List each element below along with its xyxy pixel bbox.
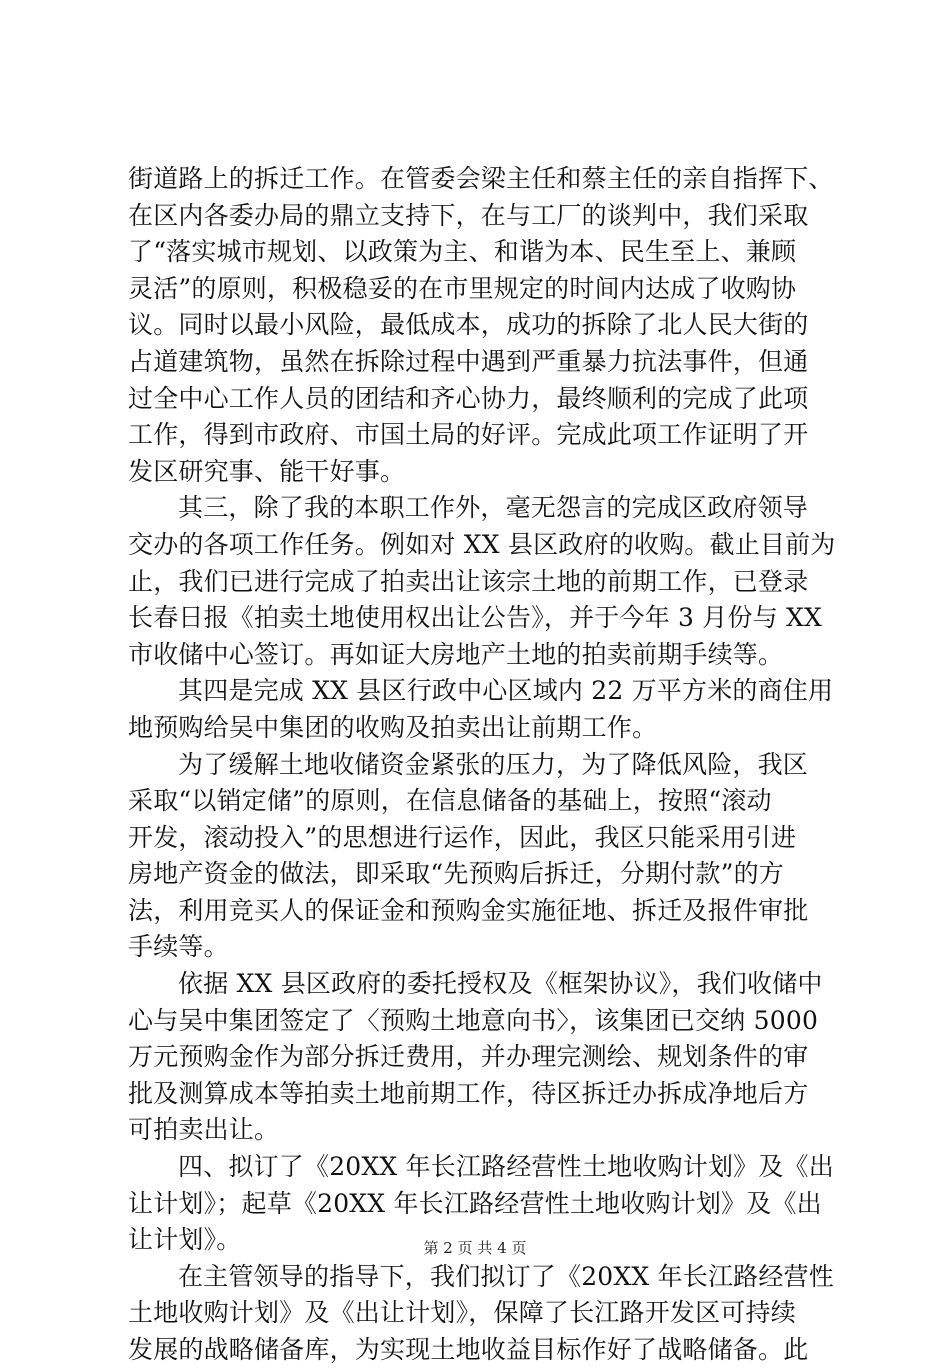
text-line: 发展的战略储备库，为实现土地收益目标作好了战略储备。此 (128, 1335, 809, 1364)
text-line: 在区内各委办局的鼎立支持下，在与工厂的谈判中，我们采取 (128, 200, 809, 230)
text-line: 批及测算成本等拍卖土地前期工作，待区拆迁办拆成净地后方 (128, 1078, 809, 1108)
text-line: 街道路上的拆迁工作。在管委会梁主任和蔡主任的亲自指挥下、 (128, 164, 834, 193)
text-line: 心与吴中集团签定了〈预购土地意向书〉，该集团已交纳 5000 (128, 1005, 819, 1035)
text-line: 过全中心工作人员的团结和齐心协力，最终顺利的完成了此项 (128, 383, 809, 413)
text-line: 议。同时以最小风险，最低成本，成功的拆除了北人民大街的 (128, 310, 809, 340)
text-line: 占道建筑物，虽然在拆除过程中遇到严重暴力抗法事件，但通 (128, 346, 809, 376)
text-line: 采取“以销定储”的原则，在信息储备的基础上，按照“滚动 (128, 786, 772, 816)
text-line: 手续等。 (128, 932, 229, 962)
text-line: 开发，滚动投入”的思想进行运作，因此，我区只能采用引进 (128, 822, 797, 852)
text-line: 长春日报《拍卖土地使用权出让公告》，并于今年 3 月份与 XX (128, 603, 823, 633)
text-line: 法，利用竞买人的保证金和预购金实施征地、拆迁及报件审批 (128, 895, 809, 925)
text-line: 止，我们已进行完成了拍卖出让该宗土地的前期工作，已登录 (128, 566, 809, 596)
text-line: 发区研究事、能干好事。 (128, 456, 406, 486)
text-line: 让计划》。 (128, 1225, 242, 1255)
text-line: 灵活”的原则，积极稳妥的在市里规定的时间内达成了收购协 (128, 273, 797, 303)
text-line: 工作，得到市政府、市国土局的好评。完成此项工作证明了开 (128, 420, 809, 450)
text-line: 市收储中心签订。再如证大房地产土地的拍卖前期手续等。 (128, 639, 784, 669)
text-line: 房地产资金的做法，即采取“先预购后拆迁，分期付款”的方 (128, 859, 784, 889)
page-footer: 第 2 页 共 4 页 (423, 1239, 527, 1257)
text-line: 其四是完成 XX 县区行政中心区域内 22 万平方米的商住用 (178, 676, 834, 706)
text-line: 依据 XX 县区政府的委托授权及《框架协议》，我们收储中 (178, 969, 823, 999)
text-line: 万元预购金作为部分拆迁费用，并办理完测绘、规划条件的审 (128, 1042, 809, 1072)
text-line: 地预购给吴中集团的收购及拍卖出让前期工作。 (128, 712, 658, 742)
text-line: 四、拟订了《20XX 年长江路经营性土地收购计划》及《出 (178, 1152, 834, 1182)
text-line: 为了缓解土地收储资金紧张的压力，为了降低风险，我区 (178, 749, 809, 779)
text-line: 交办的各项工作任务。例如对 XX 县区政府的收购。截止目前为 (128, 529, 836, 559)
text-line: 了“落实城市规划、以政策为主、和谐为本、民生至上、兼顾 (128, 237, 797, 267)
text-line: 让计划》；起草《20XX 年长江路经营性土地收购计划》及《出 (128, 1188, 822, 1218)
document-body (128, 161, 836, 1369)
text-line: 其三，除了我的本职工作外，毫无怨言的完成区政府领导 (178, 493, 809, 523)
text-line: 可拍卖出让。 (128, 1115, 280, 1145)
text-line: 在主管领导的指导下，我们拟订了《20XX 年长江路经营性 (178, 1261, 834, 1291)
text-line: 土地收购计划》及《出让计划》，保障了长江路开发区可持续 (128, 1298, 796, 1328)
